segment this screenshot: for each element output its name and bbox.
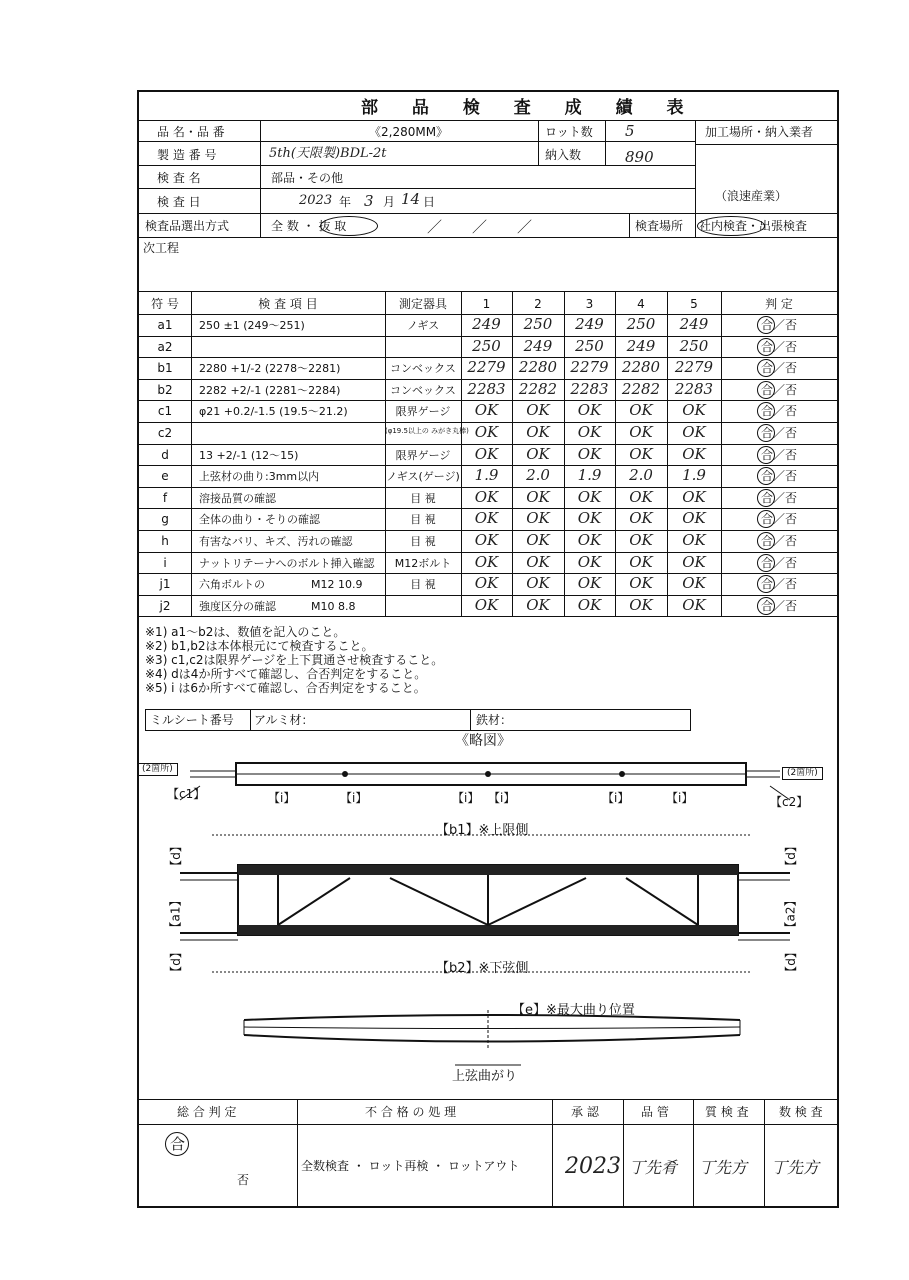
table-cell-value: 249 [575,315,604,333]
table-cell-value: OK [577,444,602,463]
overall-pass-circle [165,1132,189,1156]
date-month-suffix: 月 [383,195,396,209]
table-row-tool: ノギス [406,319,440,332]
label-next-process: 次工程 [143,241,180,255]
judgement-pass-circle [757,316,775,334]
table-row-item: 2280 +1/-2 (2278〜2281) [199,362,341,376]
table-row-item: 13 +2/-1 (12〜15) [199,448,299,462]
label-inspection-name: 検 査 名 [157,171,201,185]
date-day: 14 [401,190,421,208]
label-i-4: 【i】 [488,791,516,805]
table-cell-value: OK [474,574,499,593]
table-row-tool: M12ボルト [394,556,452,570]
table-row-item: 250 ±1 (249〜251) [199,319,305,332]
table-cell-value: OK [682,595,706,614]
table-cell-value: OK [577,595,602,614]
table-cell-value: OK [682,401,706,420]
label-b1: 【b1】※上限側 [436,823,529,838]
label-a1: 【a1】 [168,894,183,934]
label-inspection-date: 検 査 日 [157,195,201,209]
selection-slashes: ／ ／ ／ [427,218,533,236]
table-cell-value: OK [629,401,653,420]
signature-approval: 2023 [565,1154,621,1179]
table-row-code: f [162,490,168,505]
table-cell-value: OK [629,509,653,528]
table-header-2: 測定器具 [398,297,447,311]
table-row-item: ナットリテーナへのボルト挿入確認 [199,556,375,570]
mill-sheet-label: ミルシート番号 [150,713,234,727]
table-row-item-sub: M12 10.9 [311,578,363,592]
table-row-tool: 目 視 [410,513,436,527]
table-cell-value: 2.0 [629,466,653,485]
table-cell-value: 2283 [674,379,714,398]
judgement-pass-circle [757,381,775,399]
table-cell-value: OK [682,444,706,463]
table-cell-value: OK [577,531,602,549]
table-row-judgement: 合／否 [760,382,797,397]
table-cell-value: 250 [679,336,709,355]
table-cell-value: OK [526,574,550,593]
table-row-code: i [163,555,167,570]
table-row-item: 強度区分の確認 [199,599,276,613]
table-header-3: 1 [482,297,491,311]
overall-fail: 否 [237,1173,250,1187]
table-cell-value: OK [577,423,602,441]
vendor-header: 加工場所・納入業者 [705,125,814,139]
disposal-options: 全数検査 ・ ロット再検 ・ ロットアウト [301,1159,520,1173]
table-row-tool: コンベックス [390,383,456,397]
table-row-judgement: 合／否 [760,404,797,419]
table-row-item: 上弦材の曲り:3mm以内 [199,470,320,484]
table-cell-value: 2279 [467,358,506,377]
judgement-pass-circle [757,446,775,464]
table-cell-value: 250 [626,315,656,333]
note-5: ※5) i は6か所すべて確認し、合否判定をすること。 [145,681,426,695]
table-row-code: d [161,447,169,462]
note-1: ※1) a1〜b2は、数値を記入のこと。 [145,625,346,639]
table-cell-value: 249 [626,336,656,355]
footer-header-approval: 承 認 [571,1105,599,1119]
judgement-pass-circle [757,597,775,615]
table-cell-value: OK [577,509,602,528]
label-i-5: 【i】 [602,791,630,805]
table-cell-value: 2282 [621,379,661,398]
date-year: 2023 [299,193,333,208]
inspection-table [139,292,837,622]
label-i-6: 【i】 [666,791,694,805]
mill-sheet-steel: 鉄材： [476,713,513,727]
footer-header-disposal: 不 合 格 の 処 理 [365,1105,457,1119]
table-cell-value: OK [629,552,653,571]
table-cell-value: OK [474,509,499,528]
table-cell-value: OK [526,595,550,614]
table-row-code: b1 [157,361,173,376]
table-cell-value: OK [526,401,550,420]
table-cell-value: 2282 [518,379,558,398]
table-cell-value: 249 [679,315,709,333]
label-d-right-top: 【d】 [783,840,798,872]
table-cell-value: OK [577,574,602,593]
table-header-8: 判 定 [765,297,793,311]
table-cell-value: 250 [523,315,553,333]
table-cell-value: 2280 [621,358,661,377]
signature-qc: 丁先肴 [629,1158,678,1177]
table-cell-value: OK [526,552,550,571]
inspection-place-circle [697,216,765,236]
vendor-name: （浪速産業） [715,189,788,203]
label-mfg-no: 製 造 番 号 [157,148,217,162]
table-header-1: 検 査 項 目 [258,297,318,311]
label-selection-method: 検査品選出方式 [145,219,230,233]
footer-header-quality: 質 検 査 [705,1105,749,1119]
table-cell-value: OK [526,423,550,441]
overall-pass: 合 [170,1135,186,1153]
table-cell-value: OK [629,487,653,506]
table-row-code: a2 [157,339,173,354]
table-cell-value: 2283 [467,379,506,398]
table-row-tool: 目 視 [410,491,436,505]
note-4: ※4) dは4か所すべて確認し、合否判定をすること。 [145,667,427,681]
table-row-code: g [161,512,169,527]
label-part-name: 品 名・品 番 [157,125,225,139]
table-cell-value: OK [526,509,550,528]
diagram [0,730,909,1100]
table-row-code: j1 [159,577,171,592]
diagram-title: 《略図》 [455,733,511,749]
label-d-right-bottom: 【d】 [783,946,798,978]
judgement-pass-circle [757,424,775,442]
label-d-left-top: 【d】 [168,840,183,872]
table-row-code: a1 [157,318,173,332]
signature-count: 丁先方 [771,1158,820,1177]
table-cell-value: OK [682,509,706,528]
table-row-tool: 限界ゲージ [395,448,451,462]
table-cell-value: OK [629,423,653,441]
table-row-code: c2 [157,426,173,440]
table-cell-value: 249 [523,336,553,355]
table-row-tool: (φ19.5以上の みがき丸棒) [385,427,469,435]
lot-qty-value: 5 [625,122,635,140]
table-row-tool: 目 視 [410,578,436,592]
table-cell-value: OK [629,574,653,593]
table-cell-value: OK [577,487,602,506]
selection-circle [320,216,378,236]
table-row-code: j2 [159,598,171,613]
table-cell-value: OK [682,574,706,593]
inspection-place-label: 検査場所 [635,219,684,233]
signature-quality: 丁先方 [699,1158,748,1177]
footer-header-overall: 総 合 判 定 [177,1105,237,1119]
table-cell-value: OK [629,531,653,549]
table-cell-value: 1.9 [682,466,706,485]
table-cell-value: OK [526,487,550,506]
inspection-name-value: 部品・その他 [271,171,344,185]
table-header-7: 5 [690,297,698,311]
table-row-judgement: 合／否 [760,490,797,505]
label-i-3: 【i】 [452,791,480,805]
table-cell-value: OK [629,595,653,614]
table-row-item: 2282 +2/-1 (2281〜2284) [199,383,341,397]
inspection-place-options: 社内検査・出張検査 [699,219,808,233]
table-row-tool: ノギス(ゲージ) [386,470,460,484]
table-cell-value: OK [682,552,706,571]
selection-options: 全 数 ・ 抜 取 [271,219,347,233]
mill-sheet-box [145,709,691,731]
table-header-6: 4 [637,297,645,311]
table-row-code: e [161,469,169,484]
label-delivery-qty: 納入数 [545,148,582,162]
table-row-judgement: 合／否 [760,318,797,332]
judgement-pass-circle [757,489,775,507]
date-year-suffix: 年 [339,195,352,209]
two-places-right: (2箇所) [782,767,823,780]
label-e: 【e】※最大曲り位置 [512,1003,635,1018]
table-row-judgement: 合／否 [760,469,797,484]
table-row-judgement: 合／否 [760,534,797,548]
table-row-judgement: 合／否 [760,447,797,462]
table-row-judgement: 合／否 [760,361,797,376]
label-i-1: 【i】 [268,791,296,805]
table-header-0: 符 号 [151,297,179,311]
table-header-5: 3 [585,297,594,311]
label-c1: 【c1】 [167,787,206,801]
table-cell-value: 2279 [674,358,714,377]
table-row-judgement: 合／否 [760,339,797,354]
sheet-title: 部 品 検 査 成 績 表 [361,98,698,118]
judgement-pass-circle [757,554,775,572]
table-cell-value: OK [577,401,602,420]
table-cell-value: 1.9 [577,466,602,485]
judgement-pass-circle [757,338,775,356]
table-cell-value: 1.9 [474,466,499,485]
label-c2: 【c2】 [770,795,809,809]
table-row-tool: 限界ゲージ [395,405,451,419]
table-row-judgement: 合／否 [760,512,797,527]
date-month: 3 [364,192,374,210]
judgement-pass-circle [757,532,775,550]
table-cell-value: OK [526,444,550,463]
table-row-code: c1 [157,404,173,419]
table-row-item-sub: M10 8.8 [311,599,356,613]
table-cell-value: 250 [575,336,604,355]
label-b2: 【b2】※下弦側 [436,961,529,976]
table-row-tool: 目 視 [410,535,436,548]
mill-sheet-aluminum: アルミ材： [254,713,314,727]
table-cell-value: OK [682,531,706,549]
table-row-item: 全体の曲り・そりの確認 [199,513,320,527]
date-day-suffix: 日 [423,195,436,209]
notes [145,625,443,695]
diagram-drawing [0,730,909,1100]
note-3: ※3) c1,c2は限界ゲージを上下貫通させ検査すること。 [145,653,444,667]
table-row-item: 六角ボルトの [199,578,265,592]
table-cell-value: OK [474,423,499,441]
table-row-judgement: 合／否 [760,555,797,570]
table-cell-value: OK [526,531,550,549]
table-row-item: φ21 +0.2/-1.5 (19.5〜21.2) [199,405,348,419]
part-name-value: 《2,280MM》 [369,125,449,139]
table-row-tool: コンベックス [390,362,456,376]
label-upper-bend: 上弦曲がり [452,1069,518,1084]
table-row-judgement: 合／否 [760,577,797,592]
table-cell-value: 2279 [570,358,609,377]
table-row-code: h [161,534,169,548]
table-cell-value: 2280 [518,358,558,377]
note-2: ※2) b1,b2は本体根元にて検査すること。 [145,639,374,653]
table-cell-value: 250 [472,336,501,355]
table-row-code: b2 [157,382,173,397]
table-cell-value: OK [474,531,499,549]
label-i-2: 【i】 [340,791,368,805]
label-d-left-bottom: 【d】 [168,946,183,978]
table-cell-value: OK [474,444,499,463]
table-cell-value: OK [682,423,706,441]
table-row-item: 溶接品質の確認 [199,491,276,505]
mfg-no-value: 5th(天限製)BDL-2t [269,146,387,161]
table-row-item: 有害なバリ、キズ、汚れの確認 [199,535,353,548]
table-header-4: 2 [534,297,542,311]
footer-header-qc: 品 管 [641,1105,669,1119]
table-cell-value: OK [682,487,706,506]
table-cell-value: OK [474,552,499,571]
table-cell-value: OK [577,552,602,571]
table-row-judgement: 合／否 [760,598,797,613]
footer-header-count: 数 検 査 [779,1105,823,1119]
table-cell-value: OK [474,595,499,614]
table-cell-value: 2.0 [526,466,550,485]
two-places-left: (2箇所) [137,763,178,776]
table-cell-value: 249 [472,315,501,333]
table-cell-value: OK [629,444,653,463]
label-a2: 【a2】 [783,894,798,934]
delivery-qty-value: 890 [625,148,654,166]
table-cell-value: 2283 [570,379,609,398]
table-row-judgement: 合／否 [760,426,797,440]
table-cell-value: OK [474,487,499,506]
table-cell-value: OK [474,401,499,420]
label-lot-qty: ロット数 [545,125,593,139]
